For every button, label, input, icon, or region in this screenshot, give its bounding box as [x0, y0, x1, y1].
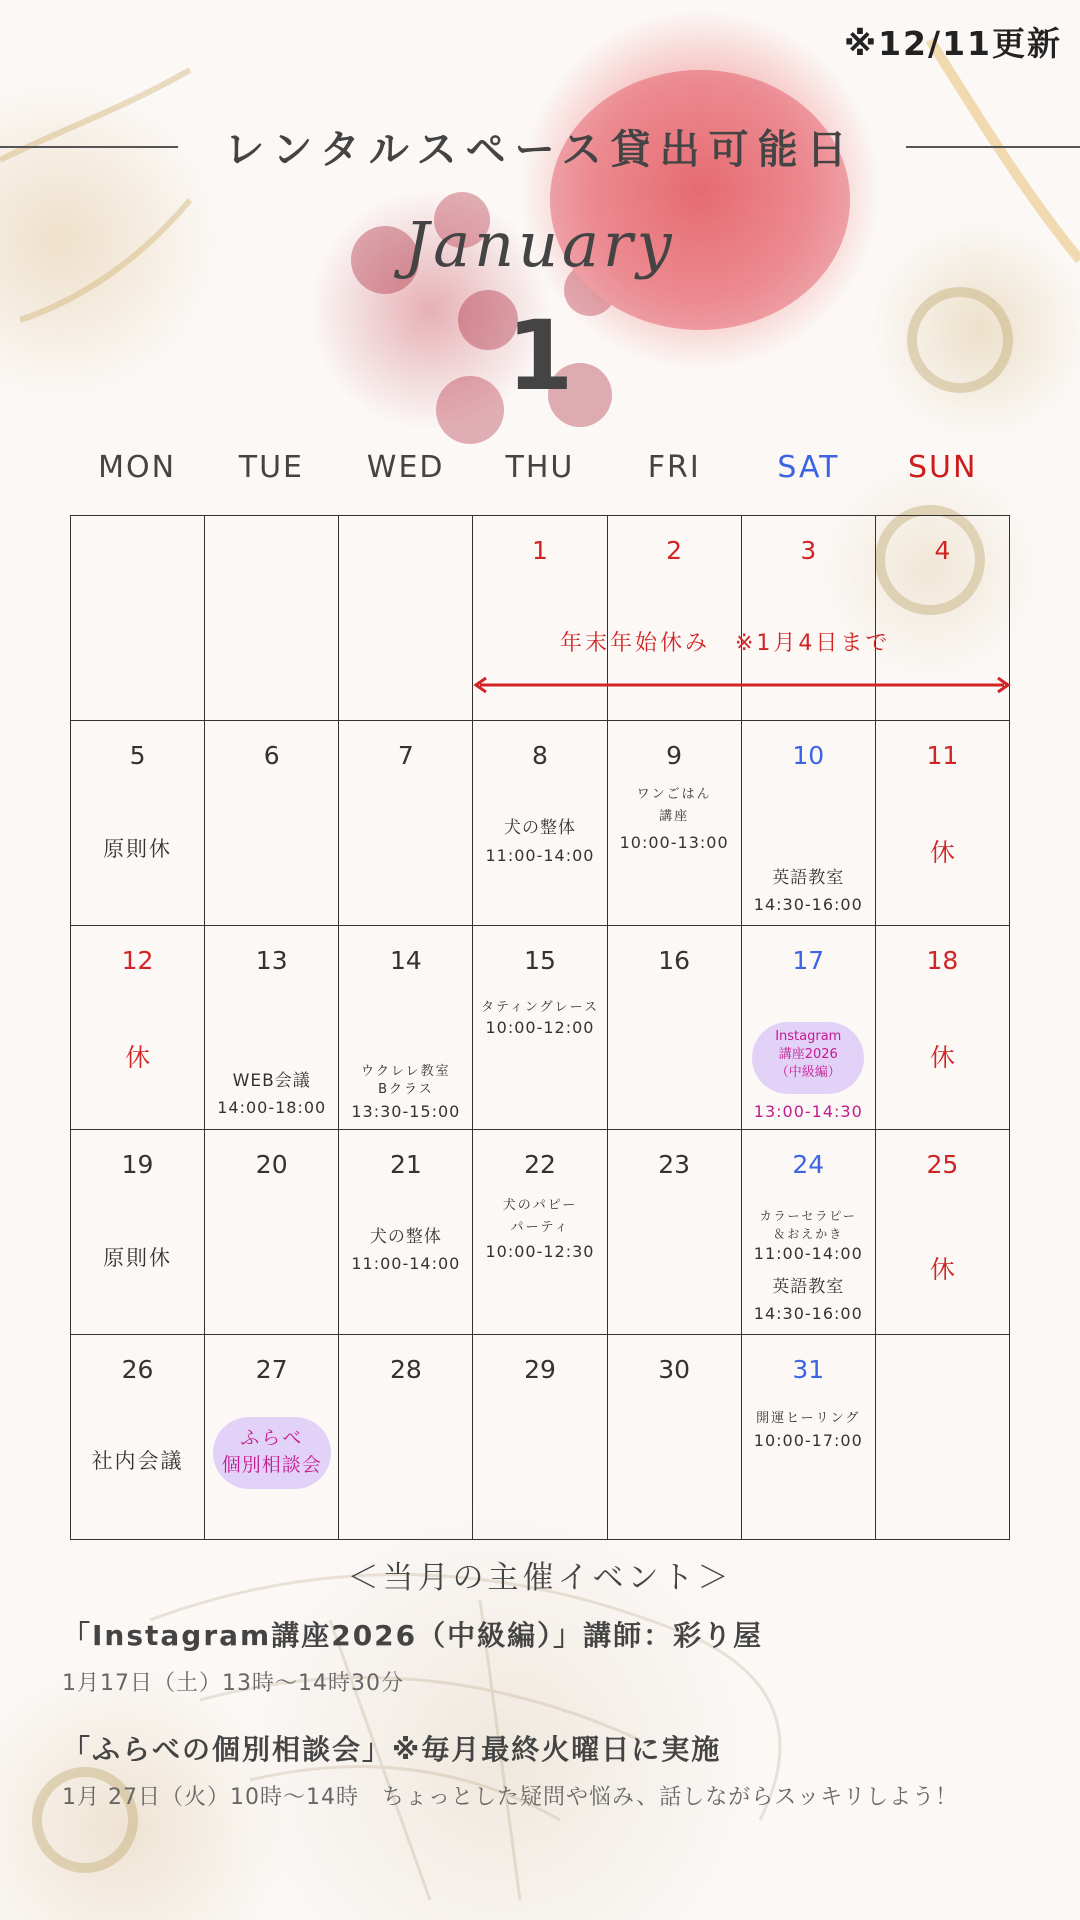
calendar-cell-day-8[interactable] — [473, 721, 607, 926]
new-year-holiday-arrow-icon — [472, 675, 1012, 695]
day-number: 20 — [255, 1150, 288, 1180]
weekday-fri: FRI — [647, 450, 701, 485]
calendar-cell-day-22[interactable] — [473, 1130, 607, 1335]
closed-label: 休 — [929, 837, 955, 867]
event-time: 14:30-16:00 — [753, 894, 863, 914]
event-title: ふらべ — [240, 1427, 304, 1450]
day-number: 18 — [926, 945, 959, 975]
furabe-consultation-bubble[interactable] — [213, 1417, 331, 1489]
calendar-cell-day-21[interactable] — [339, 1130, 473, 1335]
event-title: パーティ — [510, 1220, 570, 1236]
day-number: 15 — [524, 945, 556, 975]
calendar-cell-day-20[interactable] — [205, 1130, 339, 1335]
calendar-cell-day-11[interactable] — [876, 721, 1010, 926]
calendar-cell-day-5[interactable] — [71, 721, 205, 926]
day-number: 8 — [532, 740, 548, 770]
event-title: WEB会議 — [232, 1070, 311, 1091]
calendar-cell-day-31[interactable] — [742, 1335, 876, 1540]
day-number: 22 — [524, 1150, 556, 1180]
event-time: 13:00-14:30 — [753, 1101, 863, 1121]
event-title: 英語教室 — [772, 867, 845, 888]
day-number: 3 — [800, 536, 817, 565]
calendar-cell-day-6[interactable] — [205, 721, 339, 926]
weekday-mon: MON — [98, 450, 177, 485]
weekday-tue: TUE — [238, 450, 305, 485]
day-number: 31 — [792, 1355, 825, 1385]
day-number: 1 — [532, 536, 548, 565]
weekday-sun: SUN — [908, 450, 978, 485]
event-title: Bクラス — [378, 1081, 434, 1097]
event-item-title: 「Instagram講座2026（中級編）」講師：彩り屋 — [62, 1619, 764, 1652]
calendar-cell-day-13[interactable] — [205, 926, 339, 1131]
closed-label: 休 — [929, 1042, 955, 1072]
principle-closed-label: 原則休 — [103, 1246, 173, 1271]
event-title: 犬の整体 — [503, 817, 576, 838]
event-time: 10:00-12:30 — [485, 1242, 595, 1262]
day-number: 6 — [263, 740, 280, 770]
day-number: 13 — [255, 945, 288, 975]
weekday-wed: WED — [366, 450, 445, 485]
event-title: ＆おえかき — [773, 1227, 844, 1242]
day-number: 19 — [121, 1150, 154, 1180]
closed-label: 休 — [125, 1042, 151, 1072]
event-title: ワンごはん — [636, 786, 712, 802]
event-title: 講座 — [659, 808, 690, 824]
month-number: 1 — [506, 300, 574, 412]
calendar-cell-day-16[interactable] — [608, 926, 742, 1131]
calendar-cell-day-29[interactable] — [473, 1335, 607, 1540]
calendar-cell-day-30[interactable] — [608, 1335, 742, 1540]
event-item-title: 「ふらべの個別相談会」※毎月最終火曜日に実施 — [62, 1733, 722, 1766]
closed-label: 休 — [929, 1255, 955, 1285]
event-title: 開運ヒーリング — [756, 1411, 861, 1427]
calendar-cell-day-7[interactable] — [339, 721, 473, 926]
calendar-cell-day-17[interactable] — [742, 926, 876, 1131]
event-title: 英語教室 — [772, 1277, 845, 1298]
calendar-cell-day-28[interactable] — [339, 1335, 473, 1540]
event-title: 犬のパピー — [502, 1198, 578, 1214]
month-name: January — [404, 208, 676, 281]
calendar-cell-day-27[interactable] — [205, 1335, 339, 1540]
event-title: （中級編） — [775, 1064, 841, 1080]
day-number: 26 — [121, 1355, 154, 1385]
day-number: 25 — [926, 1150, 959, 1180]
calendar-cell-day-26[interactable] — [71, 1335, 205, 1540]
event-time: 10:00-17:00 — [753, 1431, 863, 1451]
day-number: 12 — [121, 945, 154, 975]
calendar-cell-day-12[interactable] — [71, 926, 205, 1131]
calendar-cell-empty — [71, 516, 205, 721]
calendar-cell-day-19[interactable] — [71, 1130, 205, 1335]
page-title: レンタルスペース貸出可能日 — [224, 127, 856, 173]
event-time: 10:00-12:00 — [485, 1017, 595, 1037]
calendar-cell-day-24[interactable] — [742, 1130, 876, 1335]
calendar-cell-empty — [205, 516, 339, 721]
day-number: 28 — [389, 1355, 422, 1385]
calendar-cell-day-9[interactable] — [608, 721, 742, 926]
event-time: 11:00-14:00 — [351, 1254, 461, 1274]
calendar-cell-day-23[interactable] — [608, 1130, 742, 1335]
day-number: 24 — [792, 1150, 825, 1180]
day-number: 4 — [934, 536, 951, 565]
day-number: 17 — [792, 945, 825, 975]
day-number: 29 — [524, 1355, 556, 1385]
event-item-detail: 1月17日（土）13時～14時30分 — [62, 1671, 404, 1696]
day-number: 11 — [926, 740, 959, 770]
event-time: 14:30-16:00 — [753, 1304, 863, 1324]
day-number: 9 — [666, 740, 683, 770]
update-note: ※12/11更新 — [844, 24, 1062, 63]
events-section-heading: ＜当月の主催イベント＞ — [347, 1560, 733, 1596]
day-number: 21 — [389, 1150, 422, 1180]
day-number: 27 — [255, 1355, 288, 1385]
event-title: 犬の整体 — [369, 1227, 442, 1248]
new-year-holiday-note: 年末年始休み ※1月4日まで — [560, 631, 891, 656]
day-number: 14 — [389, 945, 422, 975]
event-time: 10:00-13:00 — [619, 832, 729, 852]
event-title: 個別相談会 — [221, 1454, 322, 1477]
calendar-cell-day-14[interactable] — [339, 926, 473, 1131]
calendar-cell-day-18[interactable] — [876, 926, 1010, 1131]
day-number: 10 — [792, 740, 825, 770]
event-time: 13:30-15:00 — [351, 1101, 461, 1121]
principle-closed-label: 原則休 — [103, 836, 173, 861]
calendar-cell-day-25[interactable] — [876, 1130, 1010, 1335]
event-title: Instagram — [775, 1028, 842, 1044]
calendar-grid — [70, 515, 1010, 1540]
calendar-cell-day-15[interactable] — [473, 926, 607, 1131]
event-time: 11:00-14:00 — [485, 845, 595, 865]
calendar-cell-empty — [339, 516, 473, 721]
weekday-sat: SAT — [777, 450, 840, 485]
event-time: 11:00-14:00 — [753, 1244, 863, 1264]
event-item-detail: 1月 27日（火）10時～14時 ちょっとした疑問や悩み、話しながらスッキリしよう！ — [62, 1785, 959, 1810]
weekday-header — [70, 450, 1010, 500]
day-number: 2 — [666, 536, 683, 565]
event-time: 14:00-18:00 — [217, 1097, 327, 1117]
internal-meeting-label: 社内会議 — [91, 1449, 184, 1474]
event-title: タティングレース — [480, 999, 600, 1015]
calendar-cell-empty — [876, 1335, 1010, 1540]
calendar-cell-day-10[interactable] — [742, 721, 876, 926]
instagram-event-bubble[interactable] — [752, 1022, 864, 1094]
day-number: 16 — [658, 945, 691, 975]
weekday-thu: THU — [505, 450, 575, 485]
event-title: ウクレレ教室 — [361, 1063, 451, 1079]
day-number: 7 — [397, 740, 414, 770]
day-number: 23 — [658, 1150, 691, 1180]
day-number: 30 — [658, 1355, 691, 1385]
event-title: カラーセラピー — [759, 1209, 857, 1224]
day-number: 5 — [129, 740, 146, 770]
event-title: 講座2026 — [778, 1046, 838, 1062]
